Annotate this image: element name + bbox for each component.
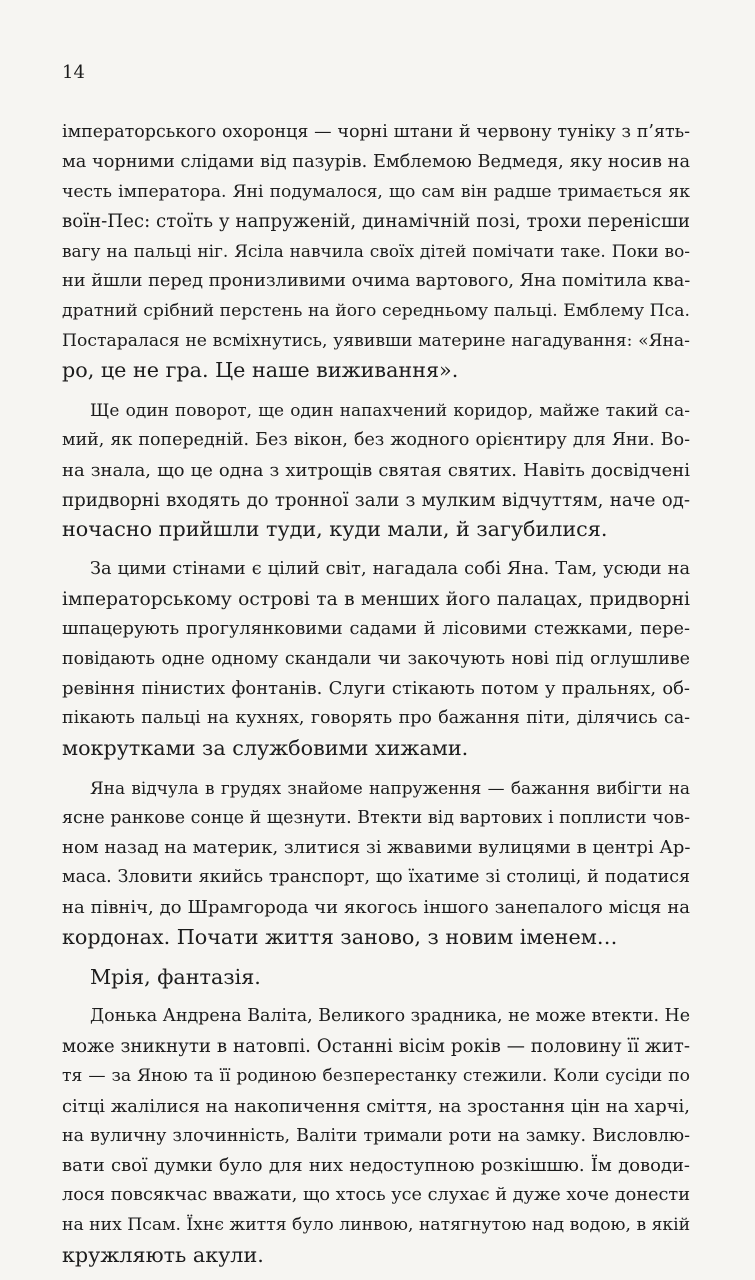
- paragraph-1: [62, 118, 690, 386]
- text-line: За цими стінами є цілий світ, нагадала собі Яна. Там, усюди на: [90, 559, 690, 580]
- paragraph-6: [62, 1002, 690, 1270]
- paragraph-4: [62, 774, 690, 953]
- paragraph-3: [62, 555, 690, 764]
- text-line: пікають пальці на кухнях, говорять про бажання піти, ділячись са-: [62, 708, 690, 729]
- text-line: придворні входять до тронної зали з мулким відчуттям, наче од-: [62, 489, 690, 511]
- text-line: Ще один поворот, ще один напахчений коридор, майже такий са-: [90, 400, 690, 421]
- text-line: імператорського охоронця — чорні штани й червону туніку з п’ять-: [62, 122, 690, 142]
- text-line: може зникнути в натовпі. Останні вісім років — половину її жит-: [62, 1036, 690, 1058]
- text-line: шпацерують прогулянковими садами й лісовими стежками, пере-: [62, 618, 690, 639]
- text-line: ясне ранкове сонце й щезнути. Втекти від вартових і поплисти чов-: [62, 807, 690, 828]
- text-line: на вуличну злочинність, Валіти тримали роти на замку. Висловлю-: [62, 1125, 690, 1146]
- paragraph-5: [62, 963, 690, 993]
- text-line: Постаралася не всміхнутись, уявивши материне нагадування: «Яна-: [62, 330, 690, 351]
- text-line: дратний срібний перстень на його середньому пальці. Емблему Пса.: [62, 300, 690, 321]
- text-line: тя — за Яною та її родиною безперестанку стежили. Коли сусіди по: [62, 1065, 690, 1086]
- text-line: ном назад на материк, злитися зі жвавими вулицями в центрі Ар-: [62, 837, 691, 859]
- text-line: імператорському острові та в менших його палацах, придворні: [62, 588, 690, 610]
- text-line: лося повсякчас вважати, що хтось усе слухає й дуже хоче донести: [62, 1185, 690, 1206]
- text-line: кордонах. Почати життя заново, з новим іменем…: [62, 924, 618, 949]
- text-line: на них Псам. Їхнє життя було линвою, натягнутою над водою, в якій: [62, 1214, 691, 1235]
- text-line: кружляють акули.: [62, 1242, 264, 1267]
- text-line: ни йшли перед пронизливими очима вартового, Яна помітила ква-: [62, 270, 691, 291]
- paragraph-2: [62, 396, 690, 545]
- body-text: [62, 118, 690, 1270]
- text-line: мий, як попередній. Без вікон, без жодного орієнтиру для Яни. Во-: [62, 429, 690, 450]
- text-line: повідають одне одному скандали чи закочують нові під оглушливе: [62, 648, 690, 669]
- page-number: 14: [62, 62, 85, 83]
- text-line: Донька Андрена Валіта, Великого зрадника, не може втекти. Не: [90, 1006, 691, 1027]
- text-line: ма чорними слідами від пазурів. Емблемою Ведмедя, яку носив на: [62, 151, 690, 172]
- text-line: ро, це не гра. Це наше виживання».: [62, 358, 459, 383]
- text-line: Мрія, фантазія.: [90, 964, 261, 989]
- text-line: Яна відчула в грудях знайоме напруження — бажання вибігти на: [90, 777, 690, 798]
- text-line: вагу на пальці ніг. Ясіла навчила своїх дітей помічати таке. Поки во-: [62, 241, 690, 262]
- text-line: ревіння пінистих фонтанів. Слуги стікають потом у пральнях, об-: [62, 678, 690, 700]
- text-line: мокрутками за службовими хижами.: [62, 735, 469, 760]
- text-line: воїн-Пес: стоїть у напруженій, динамічній позі, трохи перенісши: [62, 211, 690, 233]
- text-line: на знала, що це одна з хитрощів святая святих. Навіть досвідчені: [62, 459, 690, 481]
- text-line: честь імператора. Яні подумалося, що сам він радше тримається як: [62, 181, 690, 202]
- text-line: ночасно прийшли туди, куди мали, й загубилися.: [62, 517, 608, 542]
- text-line: на північ, до Шрамгорода чи якогось іншого занепалого місця на: [62, 896, 690, 918]
- text-line: вати свої думки було для них недоступною розкішшю. Їм доводи-: [62, 1155, 690, 1177]
- text-line: сітці жалілися на накопичення сміття, на зростання цін на харчі,: [62, 1095, 690, 1117]
- text-line: маса. Зловити якийсь транспорт, що їхатиме зі столиці, й податися: [62, 867, 690, 888]
